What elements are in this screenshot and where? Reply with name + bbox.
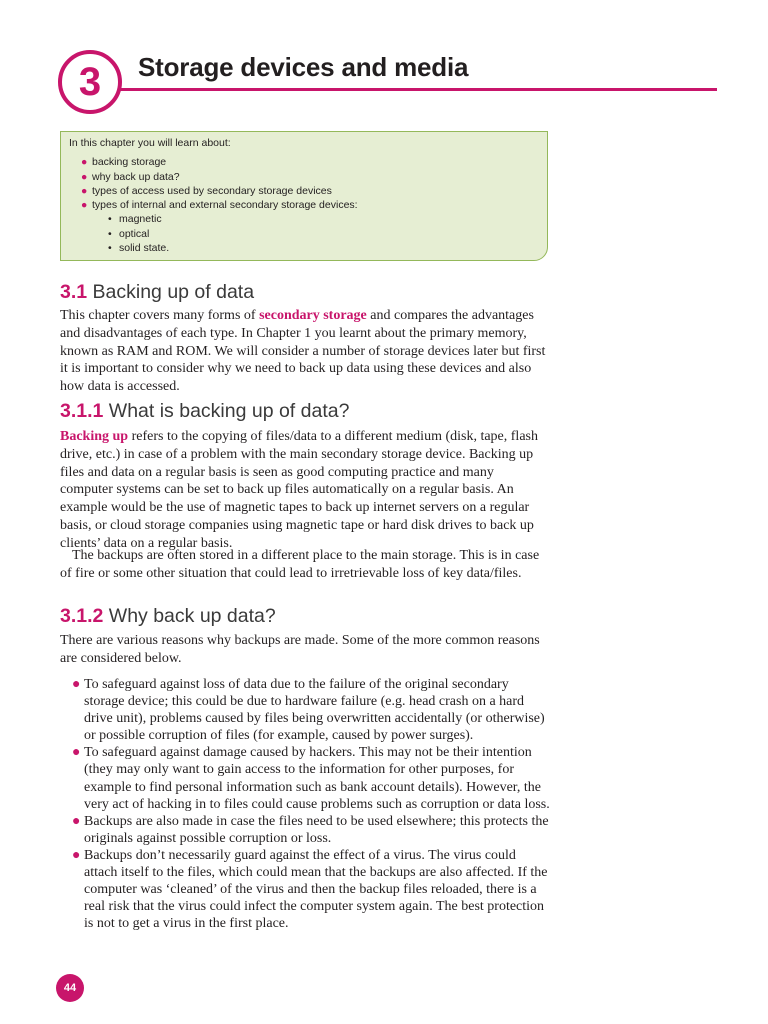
list-item: • magnetic — [108, 213, 162, 226]
list-item: ● types of access used by secondary storage devices — [81, 184, 332, 197]
bullet-icon: ● — [81, 156, 88, 169]
bullet-icon: ● — [81, 170, 88, 183]
learning-objectives-box — [60, 131, 548, 261]
section-heading-3-1-1: 3.1.1 What is backing up of data? — [60, 400, 350, 422]
key-term: Backing up — [60, 429, 129, 444]
section-3-1-1-paragraph-2: The backups are often stored in a different place to the main storage. This is in case of fire or some other situation that could lead to irretrievable loss of key data/files. — [60, 548, 540, 581]
bullet-icon: • — [108, 213, 112, 226]
page-number-badge — [56, 974, 84, 1002]
chapter-title: Storage devices and media — [138, 52, 469, 82]
learning-objectives-intro: In this chapter you will learn about: — [69, 137, 231, 149]
list-item: ● To safeguard against damage caused by hackers. This may not be their intention (they may only want to gain access to the information for other purposes, for example to find personal information such as bank account details). However, the very act of hacking in to files could cause problems such as corruption or data loss. — [72, 745, 550, 812]
list-item: ● backing storage — [81, 156, 167, 169]
list-item: ● Backups don’t necessarily guard against the effect of a virus. The virus could attach itself to the files, which could mean that the backups are also affected. If the computer was ‘cleaned’ of the virus and then the backup files reloaded, there is a real risk that the virus could infect the computer system again. The best protection is not to get a virus in the first place. — [72, 847, 548, 932]
learning-objectives-list — [69, 155, 539, 255]
chapter-number-badge — [58, 50, 122, 114]
list-item: ● To safeguard against loss of data due to the failure of the original secondary storage device; this could be due to hardware failure (e.g. head crash on a hard drive unit), problems caused by files being overwritten accidentally (or otherwise) or possible corruption of files (for example, caused by power surges). — [72, 677, 545, 744]
list-item: ● why back up data? — [81, 170, 180, 183]
bullet-icon: • — [108, 227, 112, 240]
reasons-list — [72, 676, 550, 932]
chapter-number: 3 — [78, 59, 102, 104]
list-item: • solid state. — [108, 242, 170, 255]
section-heading-3-1: 3.1 Backing up of data — [60, 281, 255, 303]
bullet-icon: ● — [72, 847, 81, 863]
section-heading-3-1-2: 3.1.2 Why back up data? — [60, 605, 276, 627]
list-item: • optical — [108, 227, 150, 240]
bullet-icon: • — [108, 242, 112, 255]
learning-objectives-sublist — [92, 212, 539, 255]
chapter-header-rule — [118, 88, 717, 91]
section-3-1-1-paragraph-1: Backing up refers to the copying of files/data to a different medium (disk, tape, flash drive, etc.) in case of a problem with the main secondary storage device. Backing up files and data on a regular basis is seen as good computing practice and many computer systems can be set to back up files automatically on a regular basis. An example would be the use of magnetic tapes to back up internet servers on a regular basis, or cloud storage companies using magnetic tape or hard disk drives to back up clients’ data on a regular basis. — [60, 429, 538, 551]
bullet-icon: ● — [72, 745, 81, 761]
bullet-icon: ● — [72, 677, 81, 692]
list-item: ● types of internal and external secondary storage devices: • magnetic • optical • solid state. — [81, 198, 539, 255]
bullet-icon: ● — [81, 184, 88, 197]
page-number: 44 — [63, 982, 77, 994]
section-3-1-paragraph: This chapter covers many forms of secondary storage and compares the advantages and disadvantages of each type. In Chapter 1 you learnt about the primary memory, known as RAM and ROM. We will consider a number of storage devices later but first it is important to consider why we need to back up data using these devices and also how data is accessed. — [60, 308, 546, 395]
key-term: secondary storage — [259, 308, 367, 323]
bullet-icon: ● — [72, 813, 81, 829]
section-3-1-2-intro: There are various reasons why backups are made. Some of the more common reasons are considered below. — [60, 633, 540, 666]
bullet-icon: ● — [81, 199, 88, 212]
list-item: ● Backups are also made in case the files need to be used elsewhere; this protects the originals against possible corruption or loss. — [72, 813, 549, 846]
